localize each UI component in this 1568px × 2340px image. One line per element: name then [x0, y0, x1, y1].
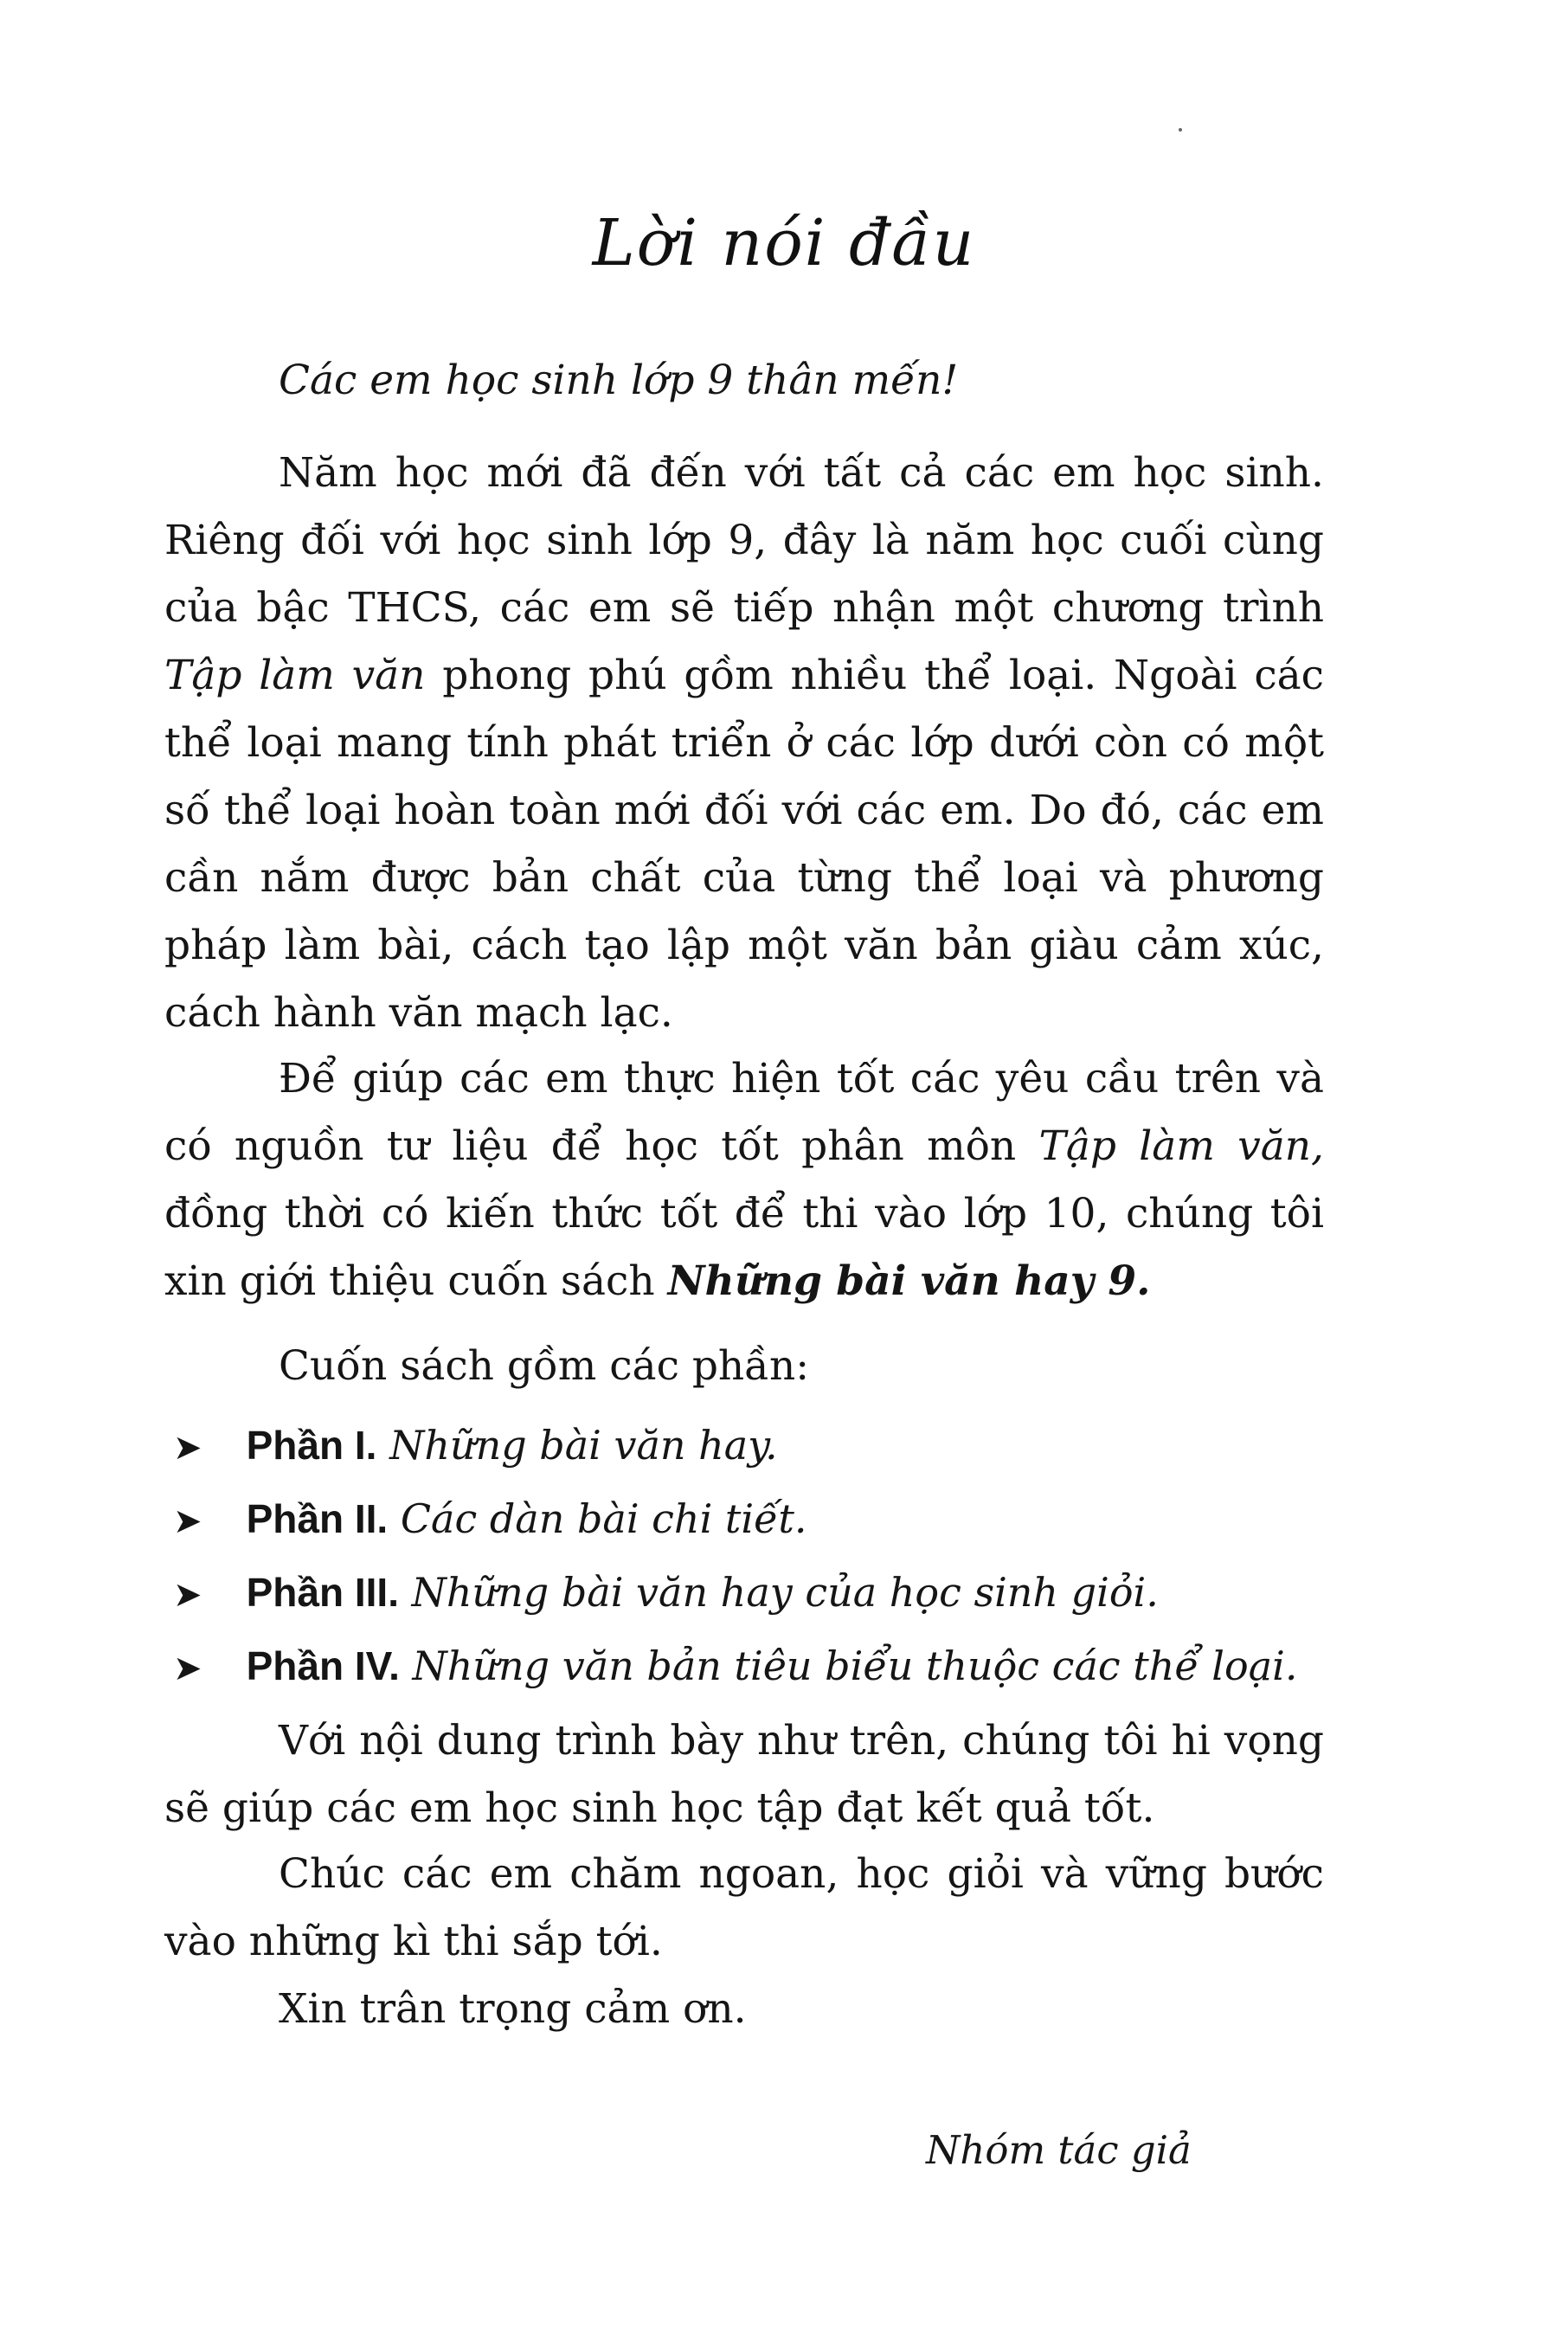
arrow-bullet-icon: ➤: [173, 1575, 202, 1615]
paragraph-hope: Với nội dung trình bày như trên, chúng tôi hi vọng sẽ giúp các em học sinh học tập đạt kết quả tốt.: [164, 1717, 1324, 1832]
arrow-bullet-icon: ➤: [173, 1428, 202, 1468]
paragraph-intro: [164, 440, 1324, 1047]
part-label: Phần II.: [246, 1496, 389, 1541]
paragraph-contents-intro: Cuốn sách gồm các phần:: [279, 1342, 810, 1390]
part-name: Những bài văn hay.: [389, 1422, 778, 1469]
part-label: Phần III.: [246, 1570, 399, 1615]
paragraph-purpose-text: Để giúp các em thực hiện tốt các yêu cầu trên và có nguồn tư liệu để học tốt phân môn: [164, 1055, 1324, 1170]
subject-name: Tập làm văn: [164, 652, 426, 699]
part-name: Những văn bản tiêu biểu thuộc các thể loại.: [412, 1642, 1298, 1689]
signature: Nhóm tác giả: [926, 2127, 1192, 2173]
subject-name-2: Tập làm văn,: [1038, 1122, 1324, 1170]
paragraph-purpose-mid: đồng thời có kiến thức tốt để thi vào lớp 10, chúng tôi xin giới thiệu cuốn sách: [164, 1190, 1324, 1305]
arrow-bullet-icon: ➤: [173, 1501, 202, 1541]
page-title: Lời nói đầu: [592, 206, 976, 280]
part-name: Những bài văn hay của học sinh giỏi.: [411, 1569, 1159, 1616]
paragraph-wish: Chúc các em chăm ngoan, học giỏi và vững bước vào những kì thi sắp tới.: [164, 1850, 1324, 1965]
paragraph-thanks: Xin trân trọng cảm ơn.: [279, 1985, 747, 2033]
speck: [1179, 128, 1182, 132]
list-item: [173, 1569, 1159, 1616]
list-item: [173, 1642, 1297, 1689]
list-item: [173, 1495, 807, 1542]
paragraph-intro-end: phong phú gồm nhiều thể loại. Ngoài các thể loại mang tính phát triển ở các lớp dưới còn có một số thể loại hoàn toàn mới đối với các em. Do đó, các em cần nắm được bản chất của từng thể loại và phương pháp làm bài, cách tạo lập một văn bản giàu cảm xúc, cách hành văn mạch lạc.: [164, 652, 1324, 1037]
arrow-bullet-icon: ➤: [173, 1649, 202, 1688]
part-label: Phần I.: [246, 1423, 377, 1468]
part-label: Phần IV.: [246, 1643, 400, 1688]
part-name: Các dàn bài chi tiết.: [400, 1495, 807, 1542]
greeting: Các em học sinh lớp 9 thân mến!: [279, 357, 959, 404]
list-item: [173, 1422, 778, 1469]
paragraph-purpose: [164, 1045, 1324, 1315]
book-title: Những bài văn hay 9.: [667, 1257, 1151, 1305]
paragraph-intro-text: Năm học mới đã đến với tất cả các em học sinh. Riêng đối với học sinh lớp 9, đây là năm học cuối cùng của bậc THCS, các em sẽ tiếp nhận một chương trình: [164, 449, 1324, 632]
